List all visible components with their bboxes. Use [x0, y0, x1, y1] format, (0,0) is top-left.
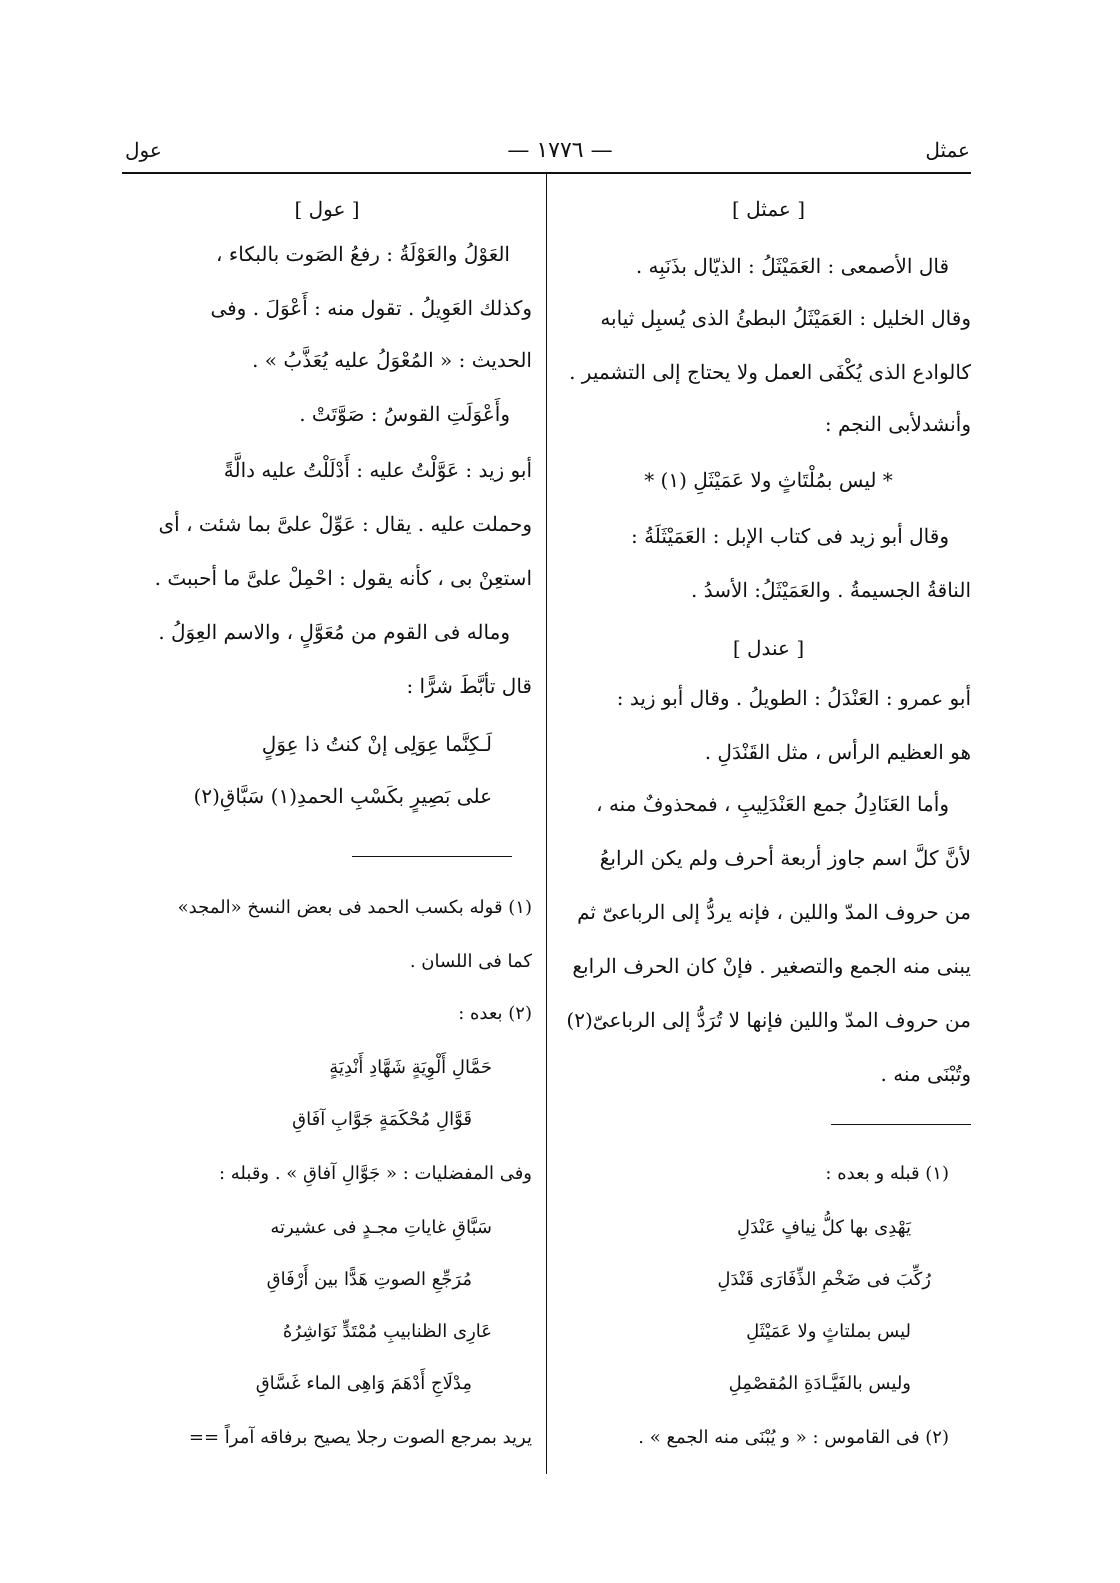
entry-heading-andal: [ عندل ] [732, 636, 805, 660]
column-divider [546, 174, 547, 1474]
text-line: من حروف المدّ واللين فإنها لا تُرَدُّ إلى الرباعىّ(٢) [566, 1008, 971, 1032]
footnote-line: (٢) فى القاموس : « و يُبْنَى منه الجمع » . [638, 1427, 949, 1448]
footnote-line: (٢) بعده : [458, 1003, 532, 1024]
footnote-line: (١) قبله و بعده : [825, 1163, 949, 1184]
text-line: العَوْلُ والعَوْلَةُ : رفعُ الصَوت بالبكاء ، [216, 242, 510, 266]
footnote-line: يريد بمرجع الصوت رجلا يصيح برفاقه آمراً == [188, 1427, 532, 1448]
page-number: — ١٧٧٦ — [507, 138, 613, 163]
text-line: وأَعْوَلَتِ القوسُ : صَوَّتَتْ . [299, 402, 510, 426]
text-line: وماله فى القوم من مُعَوَّلٍ ، والاسم العِوَلُ . [158, 620, 510, 644]
footnote-line: كما فى اللسان . [409, 951, 532, 972]
text-line: قال تأبَّطَ شرًّا : [406, 674, 532, 698]
footnote-verse: مِدْلَاجِ أَدْهَمَ وَاهِى الماء غَسَّاقِ [255, 1373, 472, 1394]
footnote-line: وفى المفضليات : « جَوَّالِ آفاقِ » . وقبله : [219, 1163, 532, 1184]
footnote-verse: وليس بالفَيَّـادَةِ المُقصْمِلِ [728, 1373, 911, 1394]
footnote-verse: رُكِّبَ فى ضَخْمِ الذِّفَارَى قَنْدَلِ [717, 1269, 931, 1290]
text-line: وتُبْنَى منه . [880, 1062, 971, 1086]
text-line: قال الأصمعى : العَمَيْثَلُ : الذيّال بذَنَبِه . [635, 254, 949, 278]
header-left-word: عول [125, 138, 162, 162]
entry-heading-awl: [ عول ] [294, 197, 360, 221]
text-line: من حروف المدّ واللين ، فإنه يردُّ إلى الرباعىّ ثم [577, 900, 971, 924]
verse-line: على بَصِيرٍ بكَسْبِ الحمدِ(١) سَبَّاقِ(٢) [193, 784, 492, 808]
entry-heading-amthal: [ عمثل ] [732, 197, 805, 221]
text-line: كالوادع الذى يُكْفَى العمل ولا يحتاج إلى التشمير . [569, 360, 971, 384]
text-line: وحملت عليه . يقال : عَوِّلْ علىَّ بما شئت ، أى [158, 512, 532, 536]
text-line: وأنشدلأبى النجم : [824, 412, 971, 436]
footnote-verse: سَبَّاقِ غاياتِ مجـدٍ فى عشيرته [270, 1217, 492, 1238]
text-line: هو العظيم الرأس ، مثل القَنْدَلِ . [704, 740, 971, 764]
text-line: أبو زيد : عَوَّلْتُ عليه : أَدْلَلْتُ عليه دالَّةً [223, 458, 532, 482]
footnote-verse: حَمَّالِ أَلْوِيَةٍ شَهَّادِ أَنْدِيَةٍ [329, 1057, 492, 1078]
footnote-separator [831, 1124, 971, 1125]
text-line: لأنَّ كلَّ اسم جاوز أربعة أحرف ولم يكن الرابعُ [599, 846, 971, 870]
footnote-verse: ليس بملتاثٍ ولا عَمَيْثَلِ [746, 1321, 911, 1342]
text-line: وأما العَنَادِلُ جمع العَنْدَلِيبِ ، فمحذوفٌ منه ، [596, 792, 949, 816]
verse-line: لَـكِنَّما عِوَلِى إنْ كنتُ ذا عِوَلٍ [261, 732, 492, 756]
text-line: استعِنْ بى ، كأنه يقول : احْمِلْ علىَّ ما أحببتَ . [154, 566, 532, 590]
text-line: وكذلك العَوِيلُ . تقول منه : أَعْوَلَ . وفى [210, 296, 532, 320]
verse-line: * ليس بمُلْتَاثٍ ولا عَمَيْثَلِ (١) * [644, 468, 893, 492]
text-line: الناقةُ الجسيمةُ . والعَمَيْثَلُ: الأسدُ . [691, 578, 971, 602]
text-line: الحديث : « المُعْوَلُ عليه يُعَذَّبُ » . [252, 348, 532, 372]
footnote-verse: قَوَّالِ مُحْكَمَةٍ جَوَّابِ آفَاقِ [292, 1109, 472, 1130]
footnote-verse: مُرَجِّعِ الصوتِ هَدًّا بين أَرْفَاقِ [266, 1269, 472, 1290]
text-line: أبو عمرو : العَنْدَلُ : الطويلُ . وقال أبو زيد : [616, 686, 971, 710]
header-right-word: عمثل [925, 138, 970, 162]
text-line: وقال أبو زيد فى كتاب الإبل : العَمَيْثَلَةُ : [630, 524, 949, 548]
footnote-verse: عَارِى الظنابيبِ مُمْتَدٍّ نَوَاشِرُهُ [282, 1321, 492, 1342]
text-line: يبنى منه الجمع والتصغير . فإنْ كان الحرف الرابع [572, 954, 971, 978]
footnote-line: (١) قوله بكسب الحمد فى بعض النسخ «المجد» [177, 897, 532, 918]
text-line: وقال الخليل : العَمَيْثَلُ البطئُ الذى يُسبِل ثيابه [600, 306, 971, 330]
footnote-verse: يَهْدِى بها كلُّ نِيافٍ عَنْدَلِ [736, 1217, 911, 1238]
footnote-separator [352, 856, 512, 857]
